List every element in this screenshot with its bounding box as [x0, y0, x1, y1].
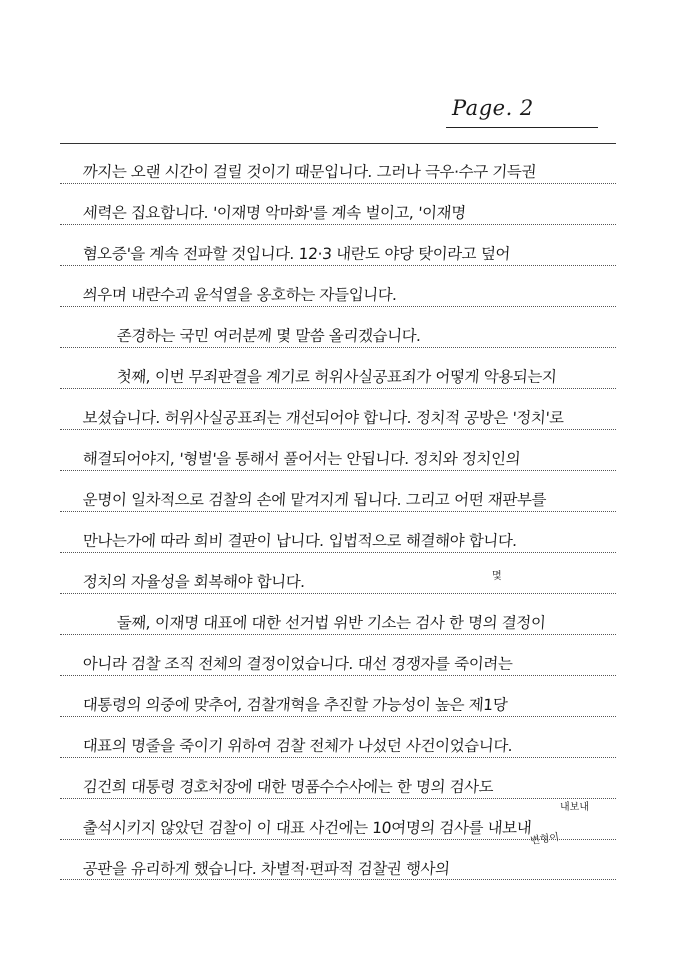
handwritten-line: 운명이 일차적으로 검찰의 손에 맡겨지게 됩니다. 그리고 어떤 재판부를: [82, 491, 547, 509]
ruled-line: [60, 716, 616, 717]
ruled-line: [60, 347, 616, 348]
page-number-underline: [446, 127, 598, 128]
ruled-line: [60, 552, 616, 553]
handwritten-line: 혐오증'을 계속 전파할 것입니다. 12·3 내란도 야당 탓이라고 덮어: [82, 245, 511, 263]
handwritten-line: 대표의 명줄을 죽이기 위하여 검찰 전체가 나섰던 사건이었습니다.: [82, 737, 514, 755]
handwritten-line: 만나는가에 따라 희비 결판이 납니다. 입법적으로 해결해야 합니다.: [82, 532, 518, 550]
handwritten-line: 출석시키지 않았던 검찰이 이 대표 사건에는 10여명의 검사를 내보내: [82, 819, 532, 837]
handwritten-line: 첫째, 이번 무죄판결을 계기로 허위사실공표죄가 어떻게 악용되는지: [116, 368, 558, 386]
handwritten-line: 존경하는 국민 여러분께 몇 말씀 올리겠습니다.: [116, 327, 422, 345]
handwritten-sheet: [60, 143, 616, 879]
ruled-line: [60, 798, 616, 799]
ruled-line: [60, 265, 616, 266]
inserted-correction: 변형이: [529, 832, 560, 847]
ruled-line: [60, 511, 616, 512]
ruled-line: [60, 757, 616, 758]
handwritten-line: 둘째, 이재명 대표에 대한 선거법 위반 기소는 검사 한 명의 결정이: [116, 614, 547, 632]
handwritten-line: 김건희 대통령 경호처장에 대한 명품수수사에는 한 명의 검사도: [82, 778, 494, 796]
handwritten-line: 대통령의 의중에 맞추어, 검찰개혁을 추진할 가능성이 높은 제1당: [82, 696, 508, 714]
handwritten-line: 까지는 오랜 시간이 걸릴 것이기 때문입니다. 그러나 극우·수구 기득권: [82, 163, 537, 181]
ruled-line: [60, 675, 616, 676]
inserted-correction: 몇: [492, 571, 502, 582]
handwritten-line: 해결되어야지, '형벌'을 통해서 풀어서는 안됩니다. 정치와 정치인의: [82, 450, 521, 468]
handwritten-line: 보셨습니다. 허위사실공표죄는 개선되어야 합니다. 정치적 공방은 '정치'로: [82, 409, 565, 427]
ruled-line: [60, 593, 616, 594]
ruled-line: [60, 879, 616, 880]
ruled-line: [60, 306, 616, 307]
ruled-line: [60, 634, 616, 635]
handwritten-line: 정치의 자율성을 회복해야 합니다.: [82, 573, 306, 591]
handwritten-line: 아니라 검찰 조직 전체의 결정이었습니다. 대선 경쟁자를 죽이려는: [82, 655, 514, 673]
page-number: Page. 2: [452, 96, 534, 120]
ruled-line: [60, 429, 616, 430]
ruled-line: [60, 470, 616, 471]
handwritten-line: 공판을 유리하게 했습니다. 차별적·편파적 검찰권 행사의: [82, 860, 451, 878]
ruled-line: [60, 388, 616, 389]
ruled-line: [60, 143, 616, 144]
inserted-correction: 내보내: [560, 802, 589, 813]
ruled-line: [60, 183, 616, 184]
handwritten-line: 세력은 집요합니다. '이재명 악마화'를 계속 벌이고, '이재명: [82, 204, 467, 222]
ruled-line: [60, 224, 616, 225]
handwritten-line: 씌우며 내란수괴 윤석열을 옹호하는 자들입니다.: [82, 286, 398, 304]
